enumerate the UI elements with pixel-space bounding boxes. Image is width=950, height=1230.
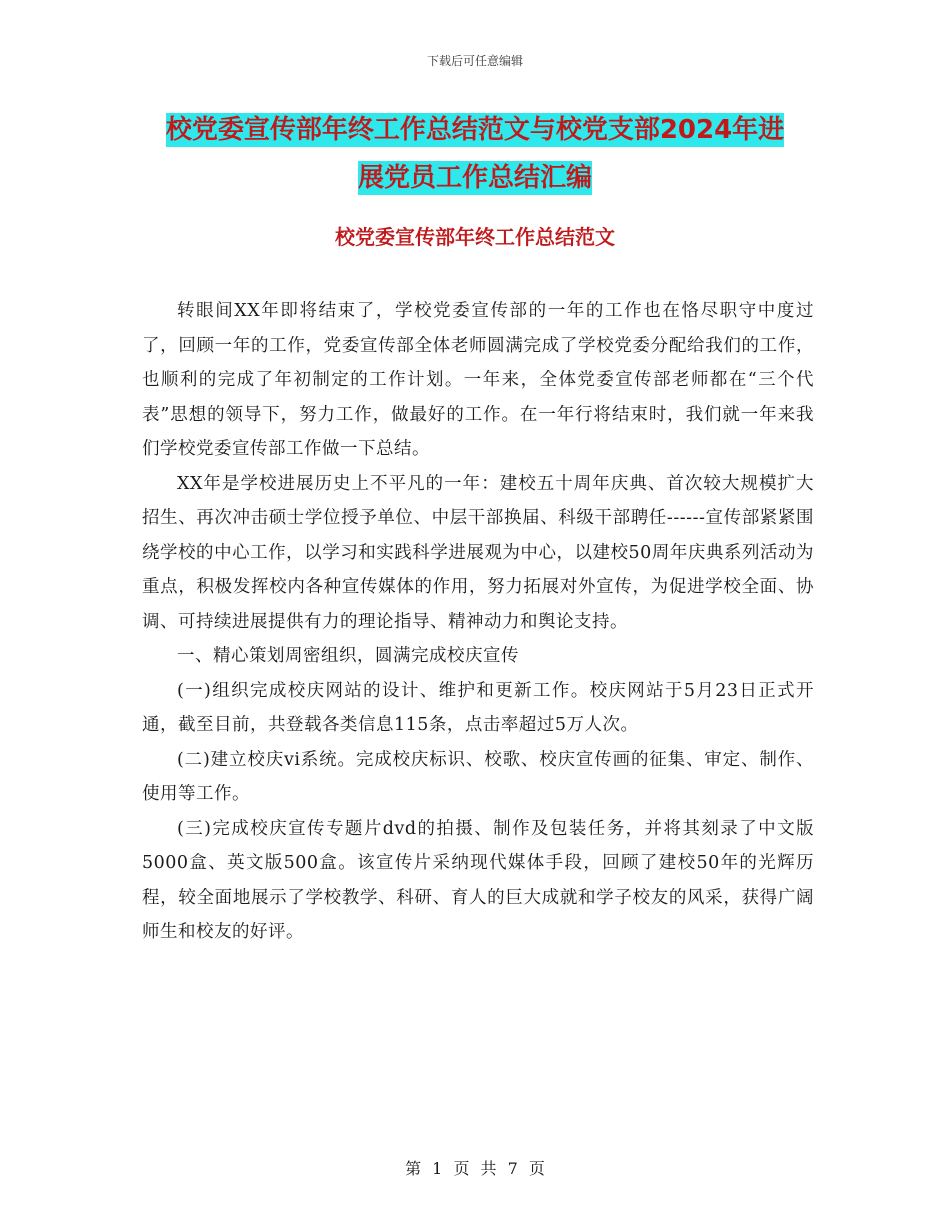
title-line-1: 校党委宣传部年终工作总结范文与校党支部2024年进 (165, 115, 785, 145)
body-text (142, 294, 814, 950)
paragraph-item-1: (一)组织完成校庆网站的设计、维护和更新工作。校庆网站于5月23日正式开通，截至目前，共登载各类信息115条，点击率超过5万人次。 (142, 680, 814, 735)
paragraph-background: XX年是学校进展历史上不平凡的一年：建校五十周年庆典、首次较大规模扩大招生、再次冲击硕士学位授予单位、中层干部换届、科级干部聘任------宣传部紧紧围绕学校的中心工作，以学习和实践科学进展观为中心，以建校50周年庆典系列活动为重点，积极发挥校内各种宣传媒体的作用，努力拓展对外宣传，为促进学校全面、协调、可持续进展提供有力的理论指导、精神动力和舆论支持。 (142, 473, 814, 632)
page-footer: 第 1 页 共 7 页 (405, 1159, 545, 1178)
title-line-2: 展党员工作总结汇编 (357, 163, 592, 193)
header-note: 下载后可任意编辑 (426, 54, 523, 68)
paragraph-item-2: (二)建立校庆vi系统。完成校庆标识、校歌、校庆宣传画的征集、审定、制作、使用等工作。 (142, 749, 814, 804)
paragraph-intro: 转眼间XX年即将结束了，学校党委宣传部的一年的工作也在恪尽职守中度过了，回顾一年的工作，党委宣传部全体老师圆满完成了学校党委分配给我们的工作，也顺利的完成了年初制定的工作计划。一年来，全体党委宣传部老师都在“三个代表”思想的领导下，努力工作，做最好的工作。在一年行将结束时，我们就一年来我们学校党委宣传部工作做一下总结。 (142, 301, 814, 459)
section-title: 校党委宣传部年终工作总结范文 (335, 225, 615, 249)
document-title (120, 106, 830, 202)
paragraph-heading-1: 一、精心策划周密组织，圆满完成校庆宣传 (177, 646, 519, 666)
paragraph-item-3: (三)完成校庆宣传专题片dvd的拍摄、制作及包装任务，并将其刻录了中文版5000盒、英文版500盒。该宣传片采纳现代媒体手段，回顾了建校50年的光辉历程，较全面地展示了学校教学、科研、育人的巨大成就和学子校友的风采，获得广阔师生和校友的好评。 (142, 818, 814, 942)
